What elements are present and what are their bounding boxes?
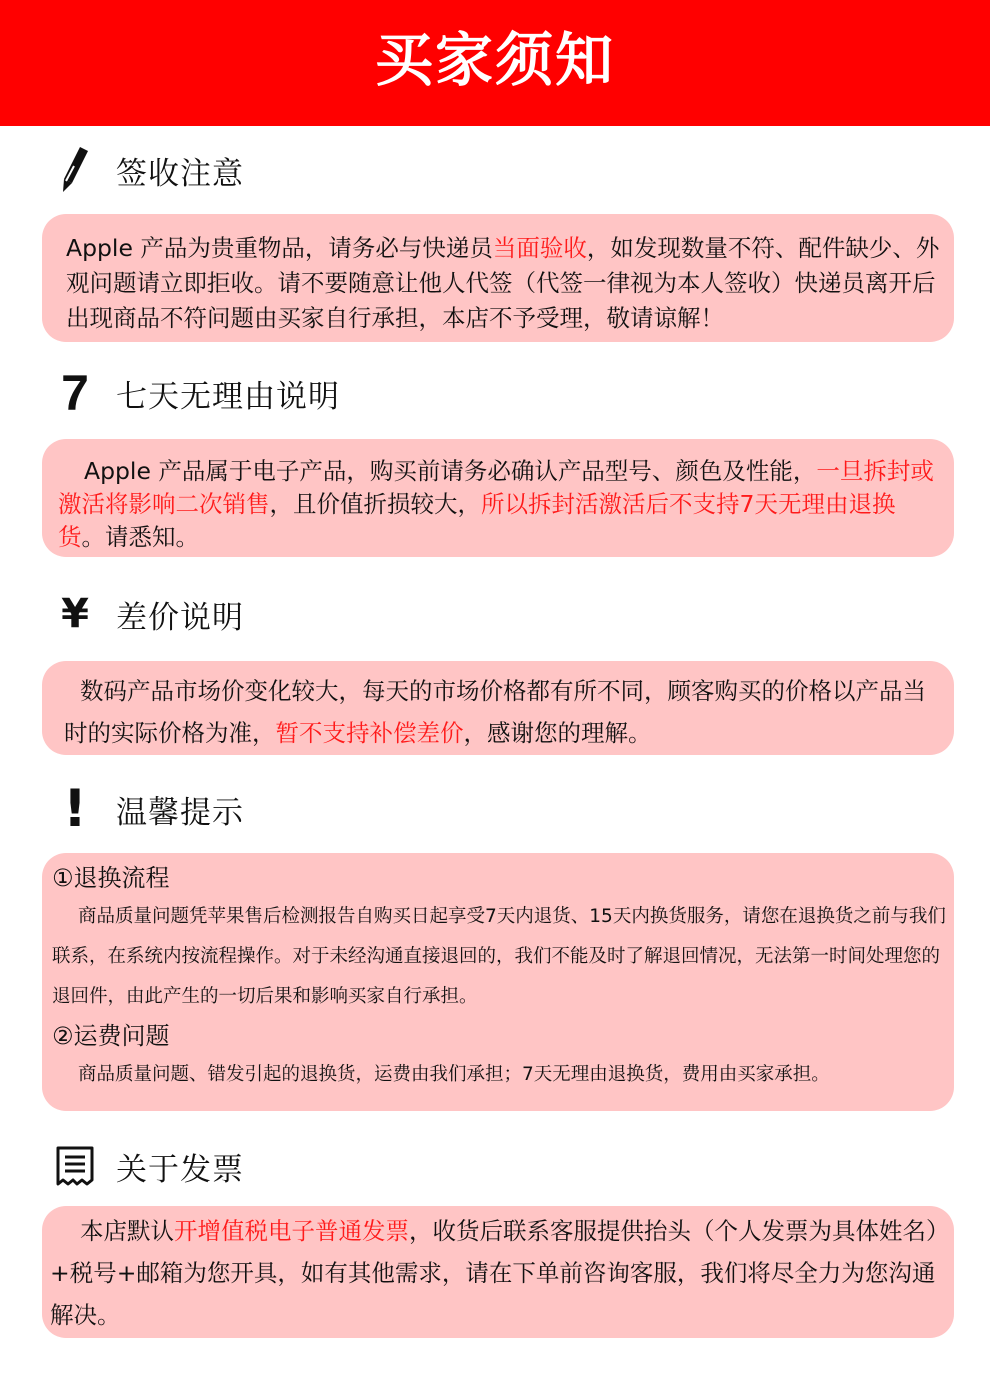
sign-notice-text: Apple 产品为贵重物品，请务必与快递员当面验收，如发现数量不符、配件缺少、外观问题请立即拒收。请不要随意让他人代签（代签一律视为本人签收）快递员离开后出现商品不符问题由买家自行承担，本店不予受理，敬请谅解！ — [66, 234, 940, 332]
section-header-seven — [52, 362, 340, 424]
price-box — [42, 661, 954, 755]
highlight-no-compensation: 暂不支持补偿差价 — [275, 719, 464, 747]
receipt-icon — [52, 1138, 98, 1194]
page-title: 买家须知 — [374, 26, 615, 94]
invoice-box — [42, 1206, 954, 1338]
yen-icon: ¥ — [61, 591, 89, 637]
highlight-inspect: 当面验收 — [492, 234, 587, 262]
seven-day-box — [42, 439, 954, 557]
highlight-no-return: 所以拆封活激活后不支持7天无理由退换货 — [58, 490, 896, 551]
section-title-tips: 温馨提示 — [116, 794, 244, 831]
seven-day-text: Apple 产品属于电子产品，购买前请务必确认产品型号、颜色及性能，一旦拆封或激活将影响二次销售，且价值折损较大，所以拆封活激活后不支持7天无理由退换货。请悉知。 — [58, 457, 934, 551]
invoice-text: 本店默认开增值税电子普通发票，收货后联系客服提供抬头（个人发票为具体姓名）+税号+邮箱为您开具，如有其他需求，请在下单前咨询客服，我们将尽全力为您沟通解决。 — [50, 1217, 938, 1329]
section-header-tips — [52, 778, 244, 840]
section-title-seven: 七天无理由说明 — [116, 378, 340, 415]
pencil-icon — [52, 142, 98, 198]
tips-subtitle-shipping: ②运费问题 — [52, 1022, 170, 1050]
header-banner — [0, 0, 990, 126]
tips-return-text: 商品质量问题凭苹果售后检测报告自购买日起享受7天内退货、15天内换货服务，请您在退换货之前与我们联系，在系统内按流程操作。对于未经沟通直接退回的，我们不能及时了解退回情况，无法第一时间处理您的退回件，由此产生的一切后果和影响买家自行承担。 — [52, 906, 946, 1007]
section-title-invoice: 关于发票 — [116, 1151, 244, 1188]
seven-icon: 7 — [61, 365, 89, 421]
tips-shipping-text: 商品质量问题、错发引起的退换货，运费由我们承担；7天无理由退换货，费用由买家承担。 — [78, 1064, 830, 1085]
section-header-price — [52, 583, 244, 645]
sign-notice-box — [42, 214, 954, 342]
section-title-price: 差价说明 — [116, 599, 244, 636]
price-text: 数码产品市场价变化较大，每天的市场价格都有所不同，顾客购买的价格以产品当时的实际价格为准，暂不支持补偿差价，感谢您的理解。 — [64, 677, 926, 747]
highlight-invoice-type: 开增值税电子普通发票 — [174, 1217, 409, 1245]
section-header-sign — [52, 139, 244, 201]
highlight-unseal: 一旦拆封或激活将影响二次销售 — [58, 457, 934, 518]
section-title-sign: 签收注意 — [116, 155, 244, 192]
section-header-invoice — [52, 1135, 244, 1197]
exclamation-icon: ! — [63, 779, 87, 839]
tips-subtitle-return: ①退换流程 — [52, 864, 170, 892]
tips-box — [42, 853, 954, 1111]
